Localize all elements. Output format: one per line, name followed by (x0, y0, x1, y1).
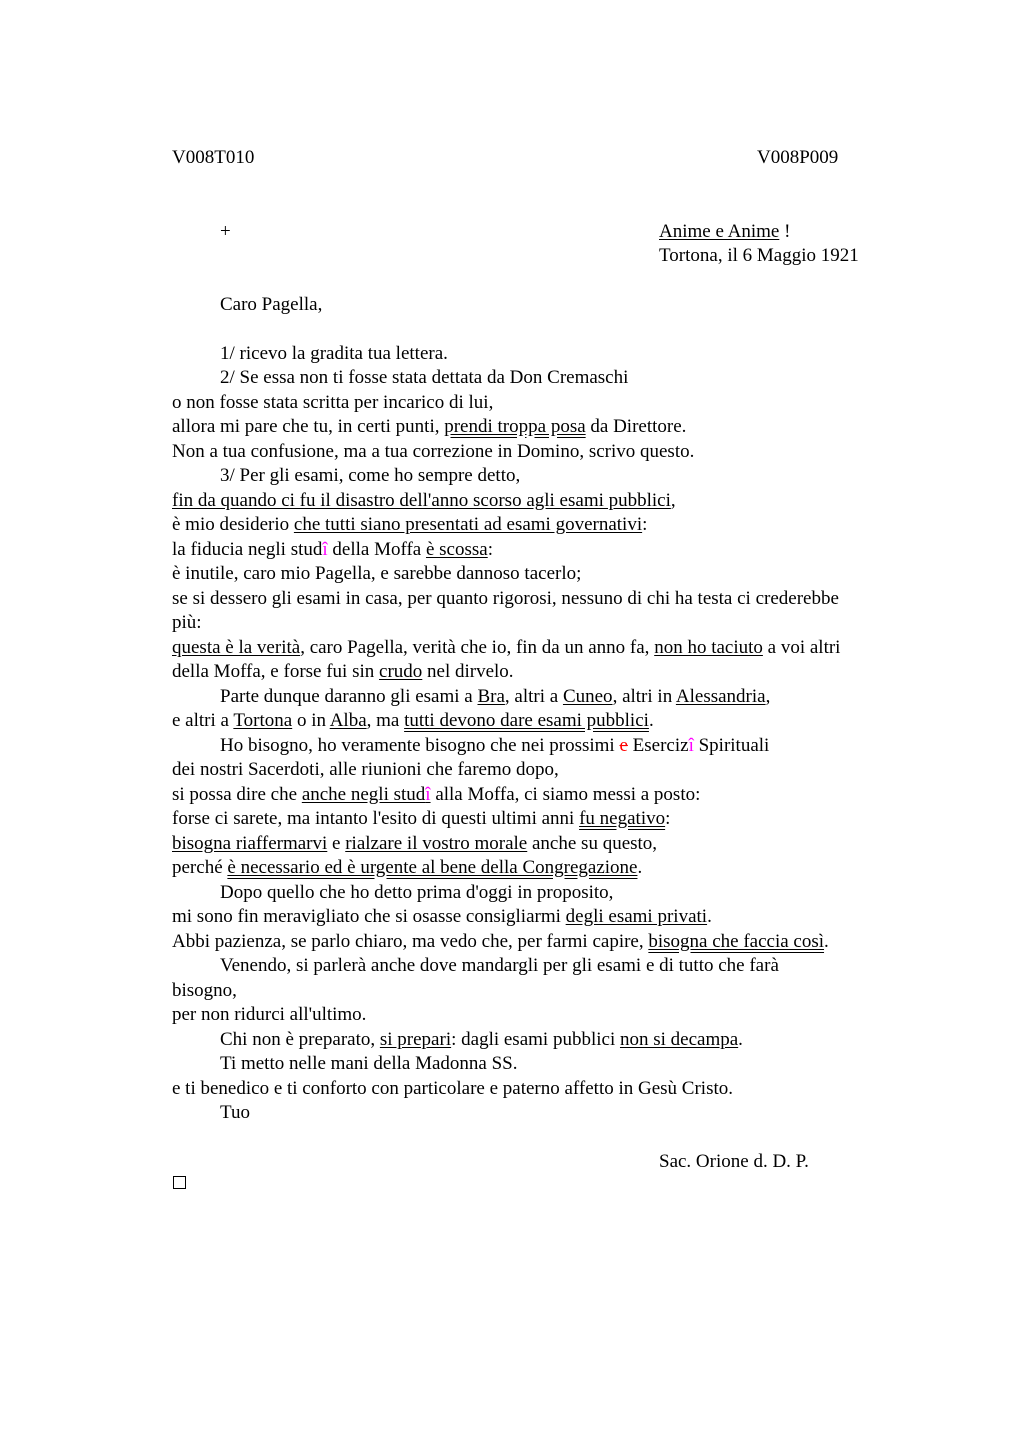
underlined-text: questa è la verità (172, 637, 301, 658)
magenta-accent: î (322, 539, 328, 560)
text-span: la fiducia negli stud (172, 539, 323, 560)
text-span: è mio desiderio (172, 514, 294, 535)
text-line: se si dessero gli esami in casa, per quanto rigorosi, nessuno di chi ha testa ci crederebbe (172, 588, 839, 609)
underlined-text: crudo (379, 661, 423, 682)
underlined-text: bisogna che faccia così (648, 931, 825, 952)
text-line: o non fosse stata scritta per incarico di lui, (172, 392, 494, 413)
underlined-text: non si decampa (619, 1029, 739, 1050)
text-line: Dopo quello che ho detto prima d'oggi in proposito, (220, 882, 614, 903)
text-span: , caro Pagella, verità che io, fin da un anno fa, (300, 637, 655, 658)
document-code-left: V008T010 (172, 147, 255, 168)
underlined-text: Alessandria (675, 686, 766, 707)
text-span: Abbi pazienza, se parlo chiaro, ma vedo che, per farmi capire, (172, 931, 649, 952)
underlined-text: rialzare il vostro morale (345, 833, 528, 854)
text-line: Ti metto nelle mani della Madonna SS. (220, 1053, 518, 1074)
text-line (172, 905, 712, 929)
salutation: Caro Pagella, (220, 294, 323, 315)
underlined-text: tutti devono dare esami pubblici (404, 710, 649, 731)
underlined-text: non ho taciuto (654, 637, 763, 658)
underlined-text: che tutti siano presentati ad esami governativi (293, 514, 643, 535)
text-line: Non a tua confusione, ma a tua correzione in Domino, scrivo questo. (172, 441, 695, 462)
text-span: Chi non è preparato, (220, 1029, 380, 1050)
text-span: anche negli stud (301, 784, 426, 805)
text-span: perché (172, 857, 228, 878)
text-line: Tuo (220, 1102, 250, 1123)
text-span: , altri a (504, 686, 563, 707)
text-line: per non ridurci all'ultimo. (172, 1004, 367, 1025)
text-line: Venendo, si parlerà anche dove mandargli per gli esami e di tutto che farà (220, 955, 779, 976)
text-line: 1/ ricevo la gradita tua lettera. (220, 343, 448, 364)
underlined-text: fu negativo (579, 808, 666, 829)
text-span: : (665, 808, 671, 829)
text-line: e ti benedico e ti conforto con particolare e paterno affetto in Gesù Cristo. (172, 1078, 734, 1099)
text-line (172, 513, 647, 537)
text-span: e altri a (172, 710, 234, 731)
underlined-text: è scossa (425, 539, 488, 560)
text-line: è inutile, caro mio Pagella, e sarebbe dannoso tacerlo; (172, 563, 582, 584)
text-span: : (487, 539, 493, 560)
text-span: Ho bisogno, ho veramente bisogno che nei prossimi (220, 735, 620, 756)
text-line (172, 489, 676, 513)
text-span: da Direttore. (585, 416, 687, 437)
motto-text: Anime e Anime (659, 221, 780, 242)
underlined-text: è necessario ed è urgente al bene della Congregazione (227, 857, 638, 878)
text-span: . (637, 857, 643, 878)
underlined-text: Bra (477, 686, 505, 707)
motto-exclamation: ! (779, 221, 791, 242)
text-line (220, 685, 770, 709)
text-span: mi sono fin meravigliato che si osasse consigliarmi (172, 906, 566, 927)
text-span: . (707, 906, 712, 927)
text-span: della Moffa, e forse fui sin (172, 661, 380, 682)
text-line (172, 709, 654, 733)
signature: Sac. Orione d. D. P. (659, 1151, 809, 1172)
text-line (172, 930, 829, 954)
text-line: dei nostri Sacerdoti, alle riunioni che faremo dopo, (172, 759, 559, 780)
text-line (172, 415, 686, 439)
text-span: nel dirvelo. (422, 661, 514, 682)
text-span: : dagli esami pubblici (451, 1029, 620, 1050)
letter-motto (659, 220, 790, 244)
text-line (172, 783, 700, 807)
text-span: , altri in (612, 686, 676, 707)
text-span: : (642, 514, 648, 535)
text-span: . (824, 931, 829, 952)
text-span: e (327, 833, 346, 854)
text-span: o in (292, 710, 330, 731)
text-line (172, 636, 840, 660)
checkbox-square-icon (173, 1176, 186, 1189)
text-line (172, 807, 670, 831)
text-line: bisogno, (172, 980, 237, 1001)
text-span: . (648, 710, 654, 731)
text-span: , (765, 686, 771, 707)
underlined-text: fin da quando ci fu il disastro dell'anno scorso agli esami pubblici (172, 490, 671, 511)
text-span: , ma (366, 710, 405, 731)
text-line (172, 856, 642, 880)
text-line (220, 1028, 743, 1052)
text-span: Parte dunque daranno gli esami a (220, 686, 478, 707)
text-line (172, 538, 493, 562)
text-line (220, 734, 769, 758)
text-span: . (738, 1029, 743, 1050)
text-line: 3/ Per gli esami, come ho sempre detto, (220, 465, 521, 486)
struck-red-text: e (619, 735, 628, 756)
underlined-text: bisogna riaffermarvi (172, 833, 328, 854)
underlined-text (302, 784, 431, 805)
text-span: a voi altri (762, 637, 841, 658)
text-span: forse ci sarete, ma intanto l'esito di questi ultimi anni (172, 808, 580, 829)
text-line (172, 832, 657, 856)
text-span: della Moffa (327, 539, 426, 560)
place-date: Tortona, il 6 Maggio 1921 (659, 245, 859, 266)
underlined-text: degli esami privati (565, 906, 708, 927)
underlined-text: Alba (329, 710, 367, 731)
text-span: anche su questo, (527, 833, 658, 854)
magenta-accent: î (688, 735, 694, 756)
text-span: , (670, 490, 676, 511)
underlined-text: prendi troppa posa (444, 416, 586, 437)
text-span: si possa dire che (172, 784, 302, 805)
text-line: più: (172, 612, 202, 633)
text-span: alla Moffa, ci siamo messi a posto: (430, 784, 701, 805)
underlined-text: Tortona (233, 710, 293, 731)
underlined-text: si prepari (379, 1029, 452, 1050)
text-line (172, 660, 514, 684)
magenta-accent: î (425, 784, 431, 805)
underlined-text: Cuneo (562, 686, 613, 707)
text-span: Spirituali (693, 735, 770, 756)
cross-symbol: + (220, 221, 231, 242)
document-code-right: V008P009 (757, 147, 839, 168)
text-span: allora mi pare che tu, in certi punti, (172, 416, 445, 437)
text-line: 2/ Se essa non ti fosse stata dettata da Don Cremaschi (220, 367, 629, 388)
text-span: Eserciz (627, 735, 689, 756)
